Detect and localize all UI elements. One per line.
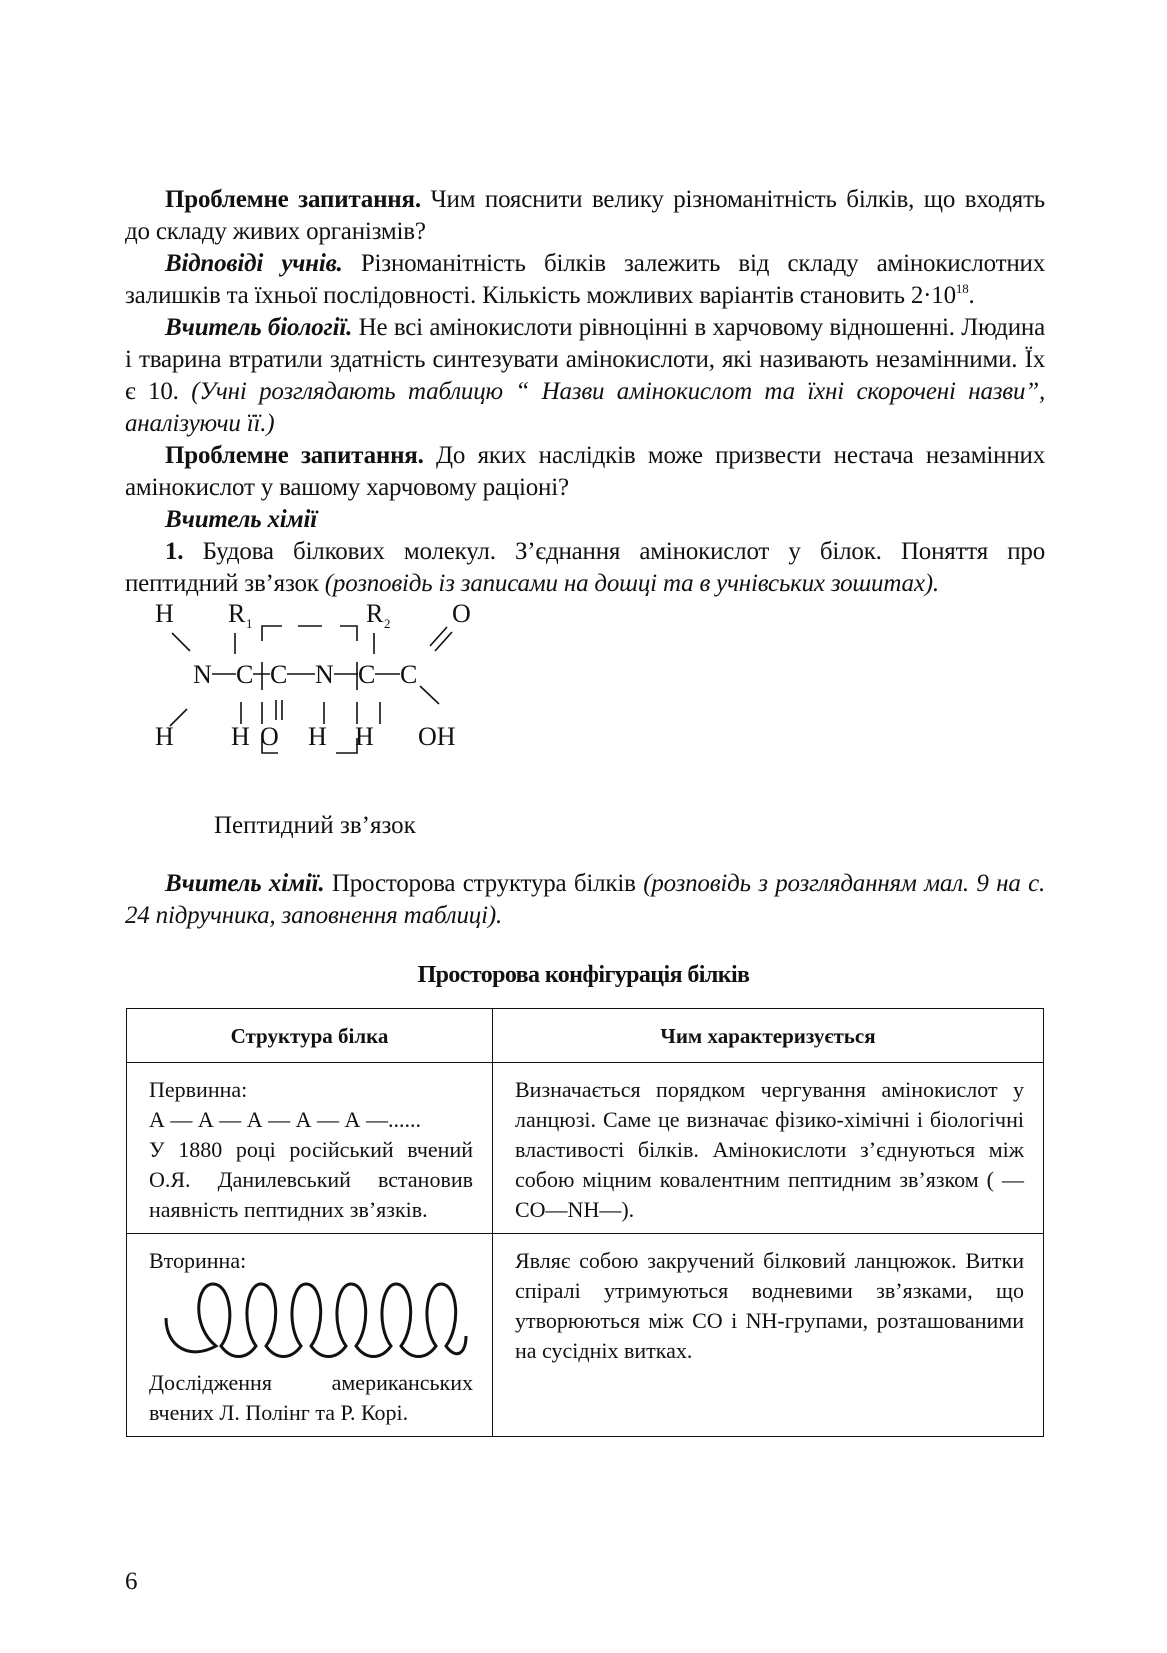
bond-c-o-double-a <box>435 632 452 651</box>
paragraph-text: Будова білкових молекул. З’єднання амінокислот у білок. Поняття про пептидний зв’язок <box>125 538 1045 597</box>
table-title: Просторова конфігурація білків <box>417 962 750 988</box>
atom-h-bottom: H <box>155 722 174 751</box>
paragraph-protein-structure <box>125 536 1045 600</box>
paragraph-problem-question-1 <box>125 184 1045 248</box>
bond-c4-oh <box>420 686 439 704</box>
item-number: 1. <box>165 538 184 565</box>
lead-label: Проблемне запитання. <box>165 186 421 213</box>
table-row <box>127 1063 1044 1234</box>
bond-h-n-top <box>172 633 190 651</box>
atom-h-2: H <box>308 722 327 751</box>
atom-r2-subscript: 2 <box>384 616 391 631</box>
atom-r2: R <box>366 599 384 628</box>
bracket-bottom-right <box>336 738 357 753</box>
structure-name: Первинна: <box>149 1077 248 1102</box>
atom-h-1: H <box>231 722 250 751</box>
atom-c-2: C <box>270 660 288 689</box>
lead-label: Вчитель біології. <box>165 314 353 341</box>
table-cell <box>493 1234 1044 1437</box>
paragraph-chemistry-teacher <box>125 868 1045 932</box>
atom-oh: OH <box>418 722 456 751</box>
paragraph-student-answers <box>125 248 1045 312</box>
amino-acid-chain: А — А — А — А — А —...... <box>149 1107 421 1132</box>
structure-description: Являє собою закручений білковий ланцюжок. Витки спіралі утримуються водневими зв’язками, що утворюються між CO і NH-групами, розташованими на сусідніх витках. <box>515 1248 1024 1363</box>
bond-c-o-double-b <box>430 627 447 646</box>
atom-o-bottom: O <box>260 722 279 751</box>
atom-h-top: H <box>155 599 174 628</box>
paragraph-italic-note: (розповідь із записами на дошці та в учнівських зошитах). <box>324 570 939 597</box>
paragraph-chemistry-teacher-heading <box>125 504 1045 536</box>
atom-o-top: O <box>452 599 471 628</box>
atom-c-1: C <box>236 660 254 689</box>
table-row <box>127 1234 1044 1437</box>
table-header-row <box>127 1009 1044 1063</box>
paragraph-biology-teacher <box>125 312 1045 440</box>
atom-h-3: H <box>355 722 374 751</box>
paragraph-text: Просторова структура білків <box>324 870 644 897</box>
atom-c-3: C <box>358 660 376 689</box>
paragraph-italic-note: (Учні розглядають таблицю “ Назви амінокислот та їхні скорочені назви”, аналізуючи її.) <box>125 378 1046 437</box>
paragraph-problem-question-2 <box>125 440 1045 504</box>
page-number: 6 <box>125 1568 138 1595</box>
alpha-helix-illustration <box>161 1276 471 1366</box>
lead-label: Вчитель хімії <box>165 506 317 533</box>
atom-n-1: N <box>193 660 212 689</box>
paragraph-text: До яких наслідків може призвести нестача незамінних амінокислот у вашому харчовому раціоні? <box>125 442 1045 501</box>
table-cell <box>127 1234 493 1437</box>
atom-r1: R <box>228 599 246 628</box>
formula-caption: Пептидний зв’язок <box>214 812 416 839</box>
column-header: Структура білка <box>127 1009 493 1063</box>
structure-note: У 1880 році російський вчений О.Я. Данилевський встановив наявність пептидних зв’язків. <box>149 1137 473 1222</box>
peptide-bond-formula <box>150 599 510 828</box>
lead-label: Проблемне запитання. <box>165 442 424 469</box>
paragraph-text: Не всі амінокислоти рівноцінні в харчовому відношенні. Людина і тварина втратили здатність синтезувати амінокислоти, які називають незамінними. Їх є 10. <box>125 314 1045 405</box>
bracket-top-left <box>262 626 282 641</box>
table-cell <box>493 1063 1044 1234</box>
paragraph-text: Різноманітність білків залежить від складу амінокислотних залишків та їхньої послідовності. Кількість можливих варіантів становить 2·10 <box>125 250 1046 309</box>
atom-c-4: C <box>400 660 418 689</box>
structure-name: Вторинна: <box>149 1248 247 1273</box>
bracket-top-right <box>340 626 357 641</box>
helix-path <box>166 1284 466 1357</box>
paragraph-end: . <box>968 282 975 309</box>
lead-label: Відповіді учнів. <box>165 250 343 277</box>
paragraph-italic-note: (розповідь з розгляданням мал. 9 на с. 24 підручника, заповнення таблиці). <box>125 870 1046 929</box>
lead-label: Вчитель хімії. <box>165 870 325 897</box>
exponent: 18 <box>955 281 969 296</box>
paragraph-text: Чим пояснити велику різноманітність білків, що входять до складу живих організмів? <box>125 186 1046 245</box>
structure-note: Дослідження американських вчених Л. Полінг та Р. Корі. <box>149 1370 473 1425</box>
protein-configuration-table <box>126 1008 1044 1437</box>
atom-n-2: N <box>315 660 334 689</box>
atom-r1-subscript: 1 <box>246 616 253 631</box>
structure-description: Визначається порядком чергування амінокислот у ланцюзі. Саме це визначає фізико-хімічні і біологічні властивості білків. Амінокислоти з’єднуються між собою міцним ковалентним пептидним зв’язком ( —CO—NH—). <box>515 1077 1024 1222</box>
column-header: Чим характеризується <box>493 1009 1044 1063</box>
table-cell <box>127 1063 493 1234</box>
